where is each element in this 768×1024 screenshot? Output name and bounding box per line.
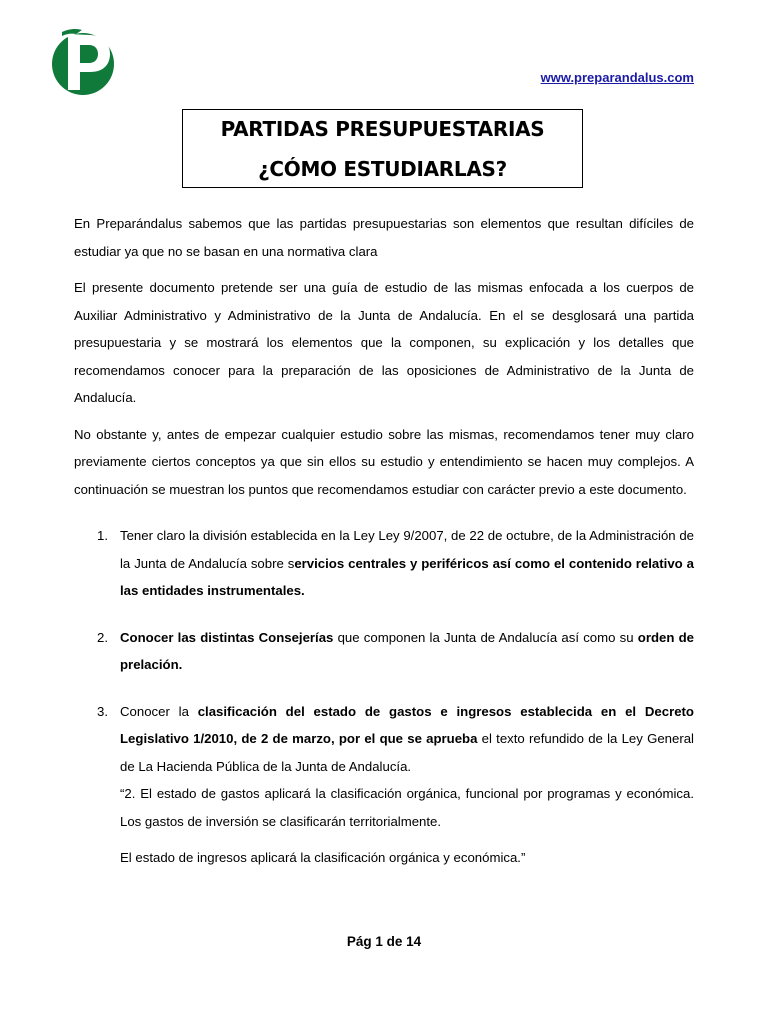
list-item-number: 1. [97,528,108,543]
title-box [182,109,583,188]
list-item [74,624,694,679]
title-line-1: PARTIDAS PRESUPUESTARIAS [220,117,545,141]
list-item [74,522,694,605]
list-item-text: Conocer la [120,703,198,719]
list-item-text: el texto refundido de la Ley General de La Hacienda Pública de la Junta de Andalucía. [120,731,694,774]
paragraph-intro: En Preparándalus sabemos que las partidas presupuestarias son elementos que resultan difíciles de estudiar ya que no se basan en una normativa clara [74,216,694,259]
prerequisites-list [74,522,694,780]
list-item-text: Tener claro la división establecida en la Ley Ley 9/2007, de 22 de octubre, de la Administración de la Junta de Andalucía sobre s [120,528,694,571]
paragraph-purpose: El presente documento pretende ser una guía de estudio de las mismas enfocada a los cuerpos de Auxiliar Administrativo y Administrativo de la Junta de Andalucía. En el se desglosará una partida presupuestaria y se mostrará los elementos que la componen, su explicación y los detalles que recomendamos conocer para la preparación de las oposiciones de Administrativo de la Junta de Andalucía. [74,280,694,405]
list-item-bold-text: ervicios centrales y periféricos así como el contenido relativo a las entidades instrumentales. [120,555,694,598]
list-item-bold-text: Conocer las distintas Consejerías [120,629,334,645]
quote-paragraph: “2. El estado de gastos aplicará la clasificación orgánica, funcional por programas y económica. Los gastos de inversión se clasificarán territorialmente. [120,786,694,829]
title-line-2: ¿CÓMO ESTUDIARLAS? [258,157,507,181]
list-item-number: 2. [97,629,108,645]
preparandalus-logo-icon [46,28,120,96]
list-item [74,698,694,781]
website-link[interactable]: www.preparandalus.com [540,70,694,85]
list-item-number: 3. [97,703,108,719]
list-item-bold-text: clasificación del estado de gastos e ingresos establecida en el Decreto Legislativo 1/2010, de 2 de marzo, por el que se aprueba [120,703,694,746]
quote-paragraph: El estado de ingresos aplicará la clasificación orgánica y económica.” [120,850,526,865]
paragraph-prerequisites: No obstante y, antes de empezar cualquier estudio sobre las mismas, recomendamos tener muy claro previamente ciertos conceptos ya que sin ellos su estudio y entendimiento se hacen muy complejos. A continuación se muestran los puntos que recomendamos estudiar con carácter previo a este documento. [74,426,694,497]
document-body [74,210,694,881]
page-number: Pág 1 de 14 [346,934,422,949]
list-item-text: que componen la Junta de Andalucía así como su [333,629,638,645]
list-item-bold-text: orden de prelación. [120,629,694,672]
